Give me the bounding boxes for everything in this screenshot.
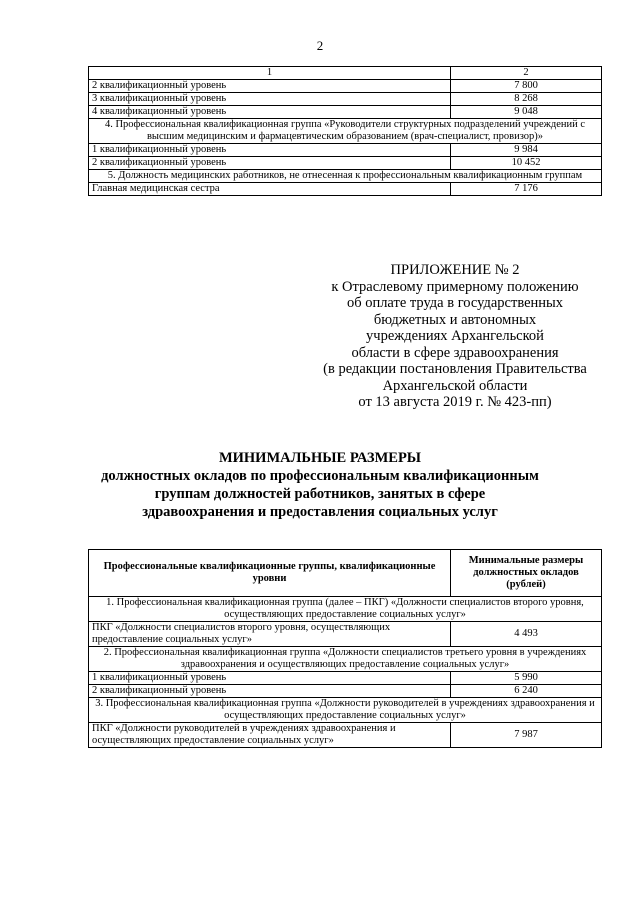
- salary-value: 9 048: [451, 106, 602, 119]
- table-row: [89, 106, 602, 119]
- level-label: 3 квалификационный уровень: [89, 93, 451, 106]
- group-row: [89, 170, 602, 183]
- appendix-line: бюджетных и автономных: [373, 311, 537, 328]
- table-row: [89, 157, 602, 170]
- salary-value: 10 452: [451, 157, 602, 170]
- appendix-line: к Отраслевому примерному положению: [331, 278, 579, 295]
- appendix-line: (в редакции постановления Правительства: [323, 361, 587, 377]
- table-row: [89, 93, 602, 106]
- group-row: [89, 698, 602, 723]
- level-label: ПКГ «Должности руководителей в учреждениях здравоохранения и осуществляющих предоставление социальных услуг»: [89, 723, 451, 748]
- level-label: 4 квалификационный уровень: [89, 106, 451, 119]
- group-row: [89, 597, 602, 622]
- appendix-line: области в сфере здравоохранения: [351, 344, 559, 361]
- table-header-row: [89, 67, 602, 80]
- appendix-line: об оплате труда в государственных: [346, 295, 564, 311]
- group-row: [89, 119, 602, 144]
- column-number: 1: [89, 67, 451, 80]
- header-salaries: Минимальные размеры должностных окладов (рублей): [451, 550, 602, 597]
- group-label: 5. Должность медицинских работников, не отнесенная к профессиональным квалификационным группам: [89, 170, 602, 183]
- table-row: [89, 723, 602, 748]
- document-title: [60, 449, 580, 521]
- appendix-line: учреждениях Архангельской: [366, 328, 544, 344]
- title-line: группам должностей работников, занятых в сфере: [154, 486, 486, 502]
- table-row: [89, 622, 602, 647]
- salary-value: 7 800: [451, 80, 602, 93]
- level-label: 1 квалификационный уровень: [89, 672, 451, 685]
- column-number: 2: [451, 67, 602, 80]
- level-label: 1 квалификационный уровень: [89, 144, 451, 157]
- group-label: 4. Профессиональная квалификационная группа «Руководители структурных подразделений учреждений с высшим медицинским и фармацевтическим образованием (врач-специалист, провизор)»: [89, 119, 602, 144]
- table-row: [89, 685, 602, 698]
- appendix-line: ПРИЛОЖЕНИЕ № 2: [390, 262, 520, 278]
- salary-value: 9 984: [451, 144, 602, 157]
- title-line: МИНИМАЛЬНЫЕ РАЗМЕРЫ: [218, 450, 422, 466]
- appendix-line: Архангельской области: [382, 377, 528, 394]
- salary-value: 5 990: [451, 672, 602, 685]
- appendix-line: от 13 августа 2019 г. № 423-пп): [358, 394, 552, 410]
- salary-value: 7 987: [451, 723, 602, 748]
- group-label: 2. Профессиональная квалификационная группа «Должности специалистов третьего уровня в учреждениях здравоохранения и осуществляющих предоставление социальных услуг»: [89, 647, 602, 672]
- page-number: 2: [316, 38, 324, 53]
- group-row: [89, 647, 602, 672]
- level-label: 2 квалификационный уровень: [89, 157, 451, 170]
- table-row: [89, 672, 602, 685]
- salary-value: 8 268: [451, 93, 602, 106]
- salary-value: 4 493: [451, 622, 602, 647]
- table-row: [89, 183, 602, 196]
- group-label: 1. Профессиональная квалификационная группа (далее – ПКГ) «Должности специалистов второго уровня, осуществляющих предоставление социальных услуг»: [89, 597, 602, 622]
- minimum-salary-table: [88, 549, 602, 748]
- title-line: здравоохранения и предоставления социальных услуг: [142, 504, 498, 520]
- table-row: [89, 144, 602, 157]
- salary-table-continued: [88, 66, 602, 196]
- group-label: 3. Профессиональная квалификационная группа «Должности руководителей в учреждениях здравоохранения и осуществляющих предоставление социальных услуг»: [89, 698, 602, 723]
- title-line: должностных окладов по профессиональным квалификационным: [101, 468, 539, 484]
- level-label: ПКГ «Должности специалистов второго уровня, осуществляющих предоставление социальных услуг»: [89, 622, 451, 647]
- appendix-heading: [300, 262, 610, 411]
- level-label: Главная медицинская сестра: [89, 183, 451, 196]
- level-label: 2 квалификационный уровень: [89, 80, 451, 93]
- header-groups: Профессиональные квалификационные группы, квалификационные уровни: [89, 550, 451, 597]
- table-header-row: [89, 550, 602, 597]
- salary-value: 6 240: [451, 685, 602, 698]
- level-label: 2 квалификационный уровень: [89, 685, 451, 698]
- table-row: [89, 80, 602, 93]
- salary-value: 7 176: [451, 183, 602, 196]
